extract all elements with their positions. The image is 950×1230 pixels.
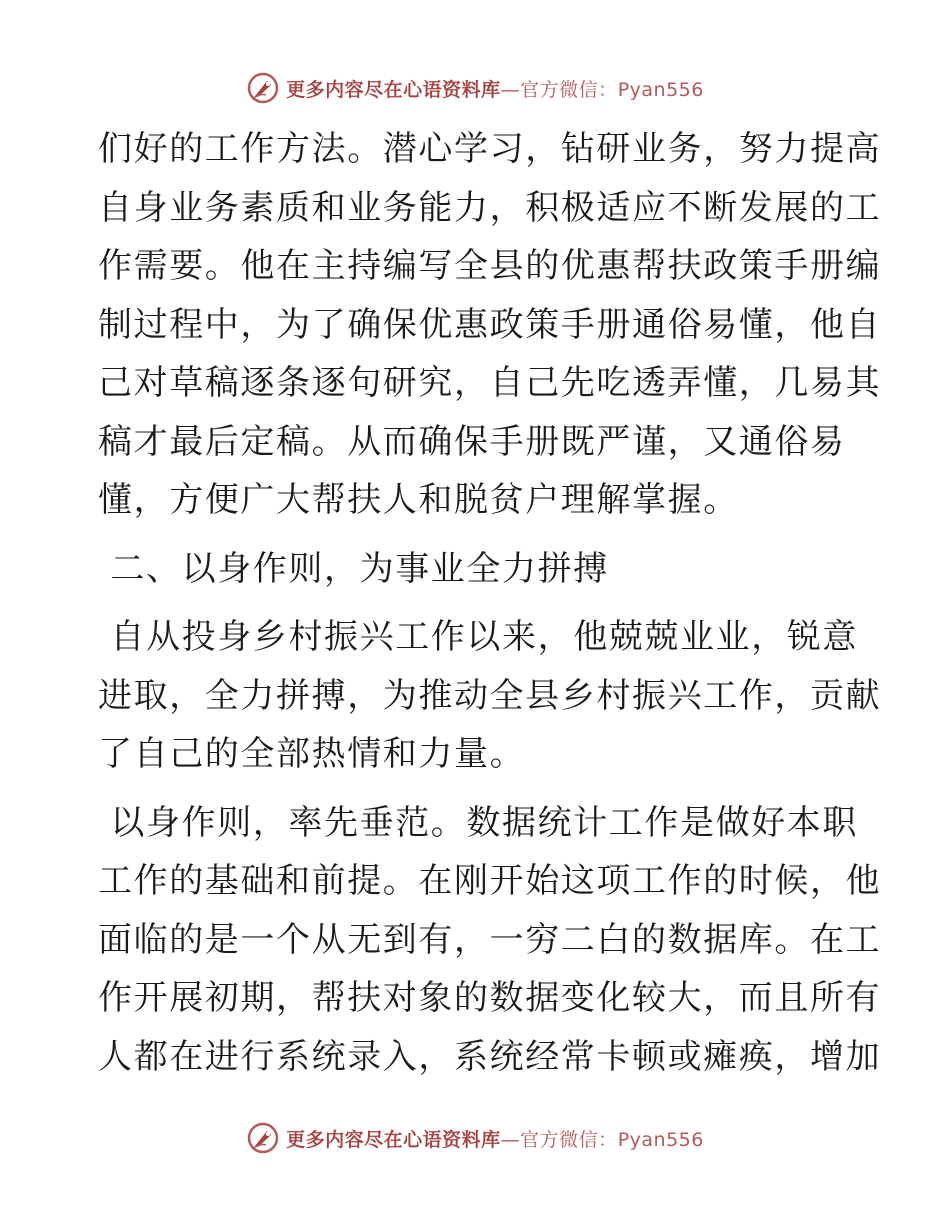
watermark-wechat: Pyan556 [617,1128,704,1151]
text-line: 自从投身乡村振兴工作以来，他兢兢业业，锐意 [98,617,859,657]
text-line: 以身作则，率先垂范。数据统计工作是做好本职 [98,802,859,843]
text-line: 工作的基础和前提。在刚开始这项工作的时候，他 [98,861,882,901]
watermark-dash: — [500,78,521,101]
text-line: 进取，全力拼搏，为推动全县乡村振兴工作，贡献 [98,675,882,716]
heading-line: 二、以身作则，为事业全力拼搏 [98,548,609,589]
text-line: 自身业务素质和业务能力，积极适应不断发展的工 [98,187,882,228]
text-line: 制过程中，为了确保优惠政策手册通俗易懂，他自 [98,304,882,345]
document-body [98,120,882,1086]
paragraph-2 [98,608,882,784]
watermark-official: 官方微信： [520,1128,618,1151]
watermark-official: 官方微信： [520,78,618,101]
paragraph-1 [98,120,882,530]
pen-nib-circle-icon [246,71,280,105]
watermark-site: 更多内容尽在心语资料库 [286,1128,501,1151]
watermark-text [286,1125,704,1152]
text-line: 懂，方便广大帮扶人和脱贫户理解掌握。 [98,480,739,520]
text-line: 人都在进行系统录入，系统经常卡顿或瘫痪，增加 [98,1036,882,1077]
watermark-text [286,75,704,102]
text-line: 面临的是一个从无到有，一穷二白的数据库。在工 [98,919,882,960]
watermark-site: 更多内容尽在心语资料库 [286,78,501,101]
text-line: 作需要。他在主持编写全县的优惠帮扶政策手册编 [98,246,882,286]
watermark-wechat: Pyan556 [617,78,704,101]
section-heading [98,540,850,599]
header-watermark [0,68,950,108]
watermark-dash: — [500,1128,521,1151]
text-line: 们好的工作方法。潜心学习，钻研业务，努力提高 [98,129,882,169]
paragraph-3 [98,794,882,1087]
text-line: 了自己的全部热情和力量。 [98,734,526,774]
text-line: 作开展初期，帮扶对象的数据变化较大，而且所有 [98,978,882,1018]
footer-watermark [0,1118,950,1158]
pen-nib-circle-icon [246,1121,280,1155]
text-line: 稿才最后定稿。从而确保手册既严谨，又通俗易 [98,421,846,462]
text-line: 己对草稿逐条逐句研究，自己先吃透弄懂，几易其 [98,363,882,403]
